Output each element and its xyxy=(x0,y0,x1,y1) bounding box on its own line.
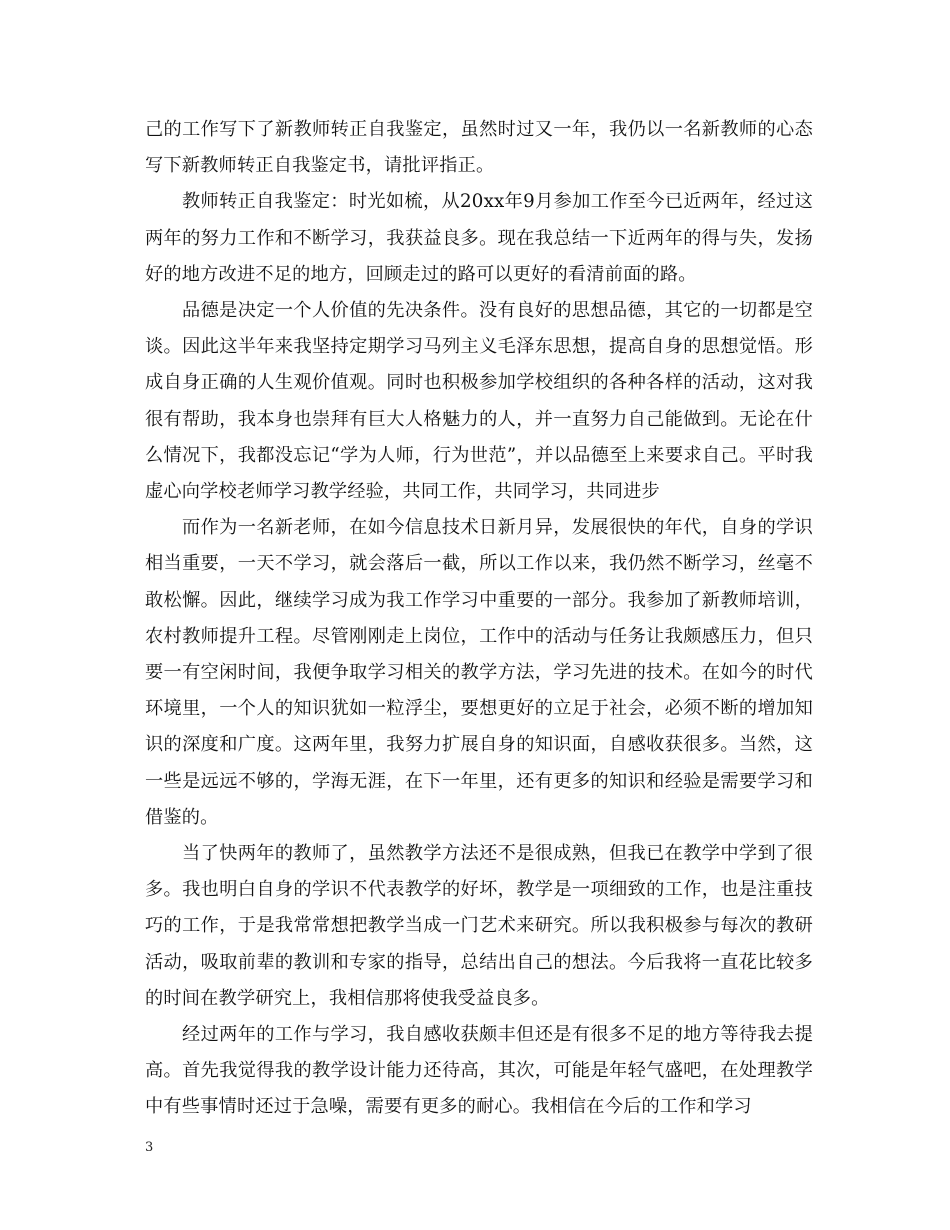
paragraph-self-evaluation-intro: 教师转正自我鉴定：时光如梳，从20xx年9月参加工作至今已近两年，经过这两年的努力工作和不断学习，我获益良多。现在我总结一下近两年的得与失，发扬好的地方改进不足的地方，回顾走过的路可以更好的看清前面的路。 xyxy=(145,191,813,285)
paragraph-shortcomings: 经过两年的工作与学习，我自感收获颇丰但还是有很多不足的地方等待我去提高。首先我觉得我的教学设计能力还待高，其次，可能是年轻气盛吧，在处理教学中有些事情时还过于急噪，需要有更多的耐心。我相信在今后的工作和学习 xyxy=(145,1024,813,1118)
paragraph-teaching-experience: 当了快两年的教师了，虽然教学方法还不是很成熟，但我已在教学中学到了很多。我也明白自身的学识不代表教学的好坏，教学是一项细致的工作，也是注重技巧的工作，于是我常常想把教学当成一门艺术来研究。所以我积极参与每次的教研活动，吸取前辈的教训和专家的指导，总结出自己的想法。今后我将一直花比较多的时间在教学研究上，我相信那将使我受益良多。 xyxy=(145,843,813,1009)
page-number: 3 xyxy=(145,1140,154,1155)
paragraph-continuation: 己的工作写下了新教师转正自我鉴定，虽然时过又一年，我仍以一名新教师的心态写下新教师转正自我鉴定书，请批评指正。 xyxy=(145,119,813,177)
document-body xyxy=(145,112,813,1126)
paragraph-moral-character: 品德是决定一个人价值的先决条件。没有良好的思想品德，其它的一切都是空谈。因此这半年来我坚持定期学习马列主义毛泽东思想，提高自身的思想觉悟。形成自身正确的人生观价值观。同时也积极参加学校组织的各种各样的活动，这对我很有帮助，我本身也崇拜有巨大人格魅力的人，并一直努力自己能做到。无论在什么情况下，我都没忘记“学为人师，行为世范”，并以品德至上来要求自己。平时我虚心向学校老师学习教学经验，共同工作，共同学习，共同进步 xyxy=(145,300,813,503)
paragraph-continuous-learning: 而作为一名新老师，在如今信息技术日新月异，发展很快的年代，自身的学识相当重要，一天不学习，就会落后一截，所以工作以来，我仍然不断学习，丝毫不敢松懈。因此，继续学习成为我工作学习中重要的一部分。我参加了新教师培训，农村教师提升工程。尽管刚刚走上岗位，工作中的活动与任务让我颇感压力，但只要一有空闲时间，我便争取学习相关的教学方法，学习先进的技术。在如今的时代环境里，一个人的知识犹如一粒浮尘，要想更好的立足于社会，必须不断的增加知识的深度和广度。这两年里，我努力扩展自身的知识面，自感收获很多。当然，这一些是远远不够的，学海无涯，在下一年里，还有更多的知识和经验是需要学习和借鉴的。 xyxy=(145,517,813,828)
